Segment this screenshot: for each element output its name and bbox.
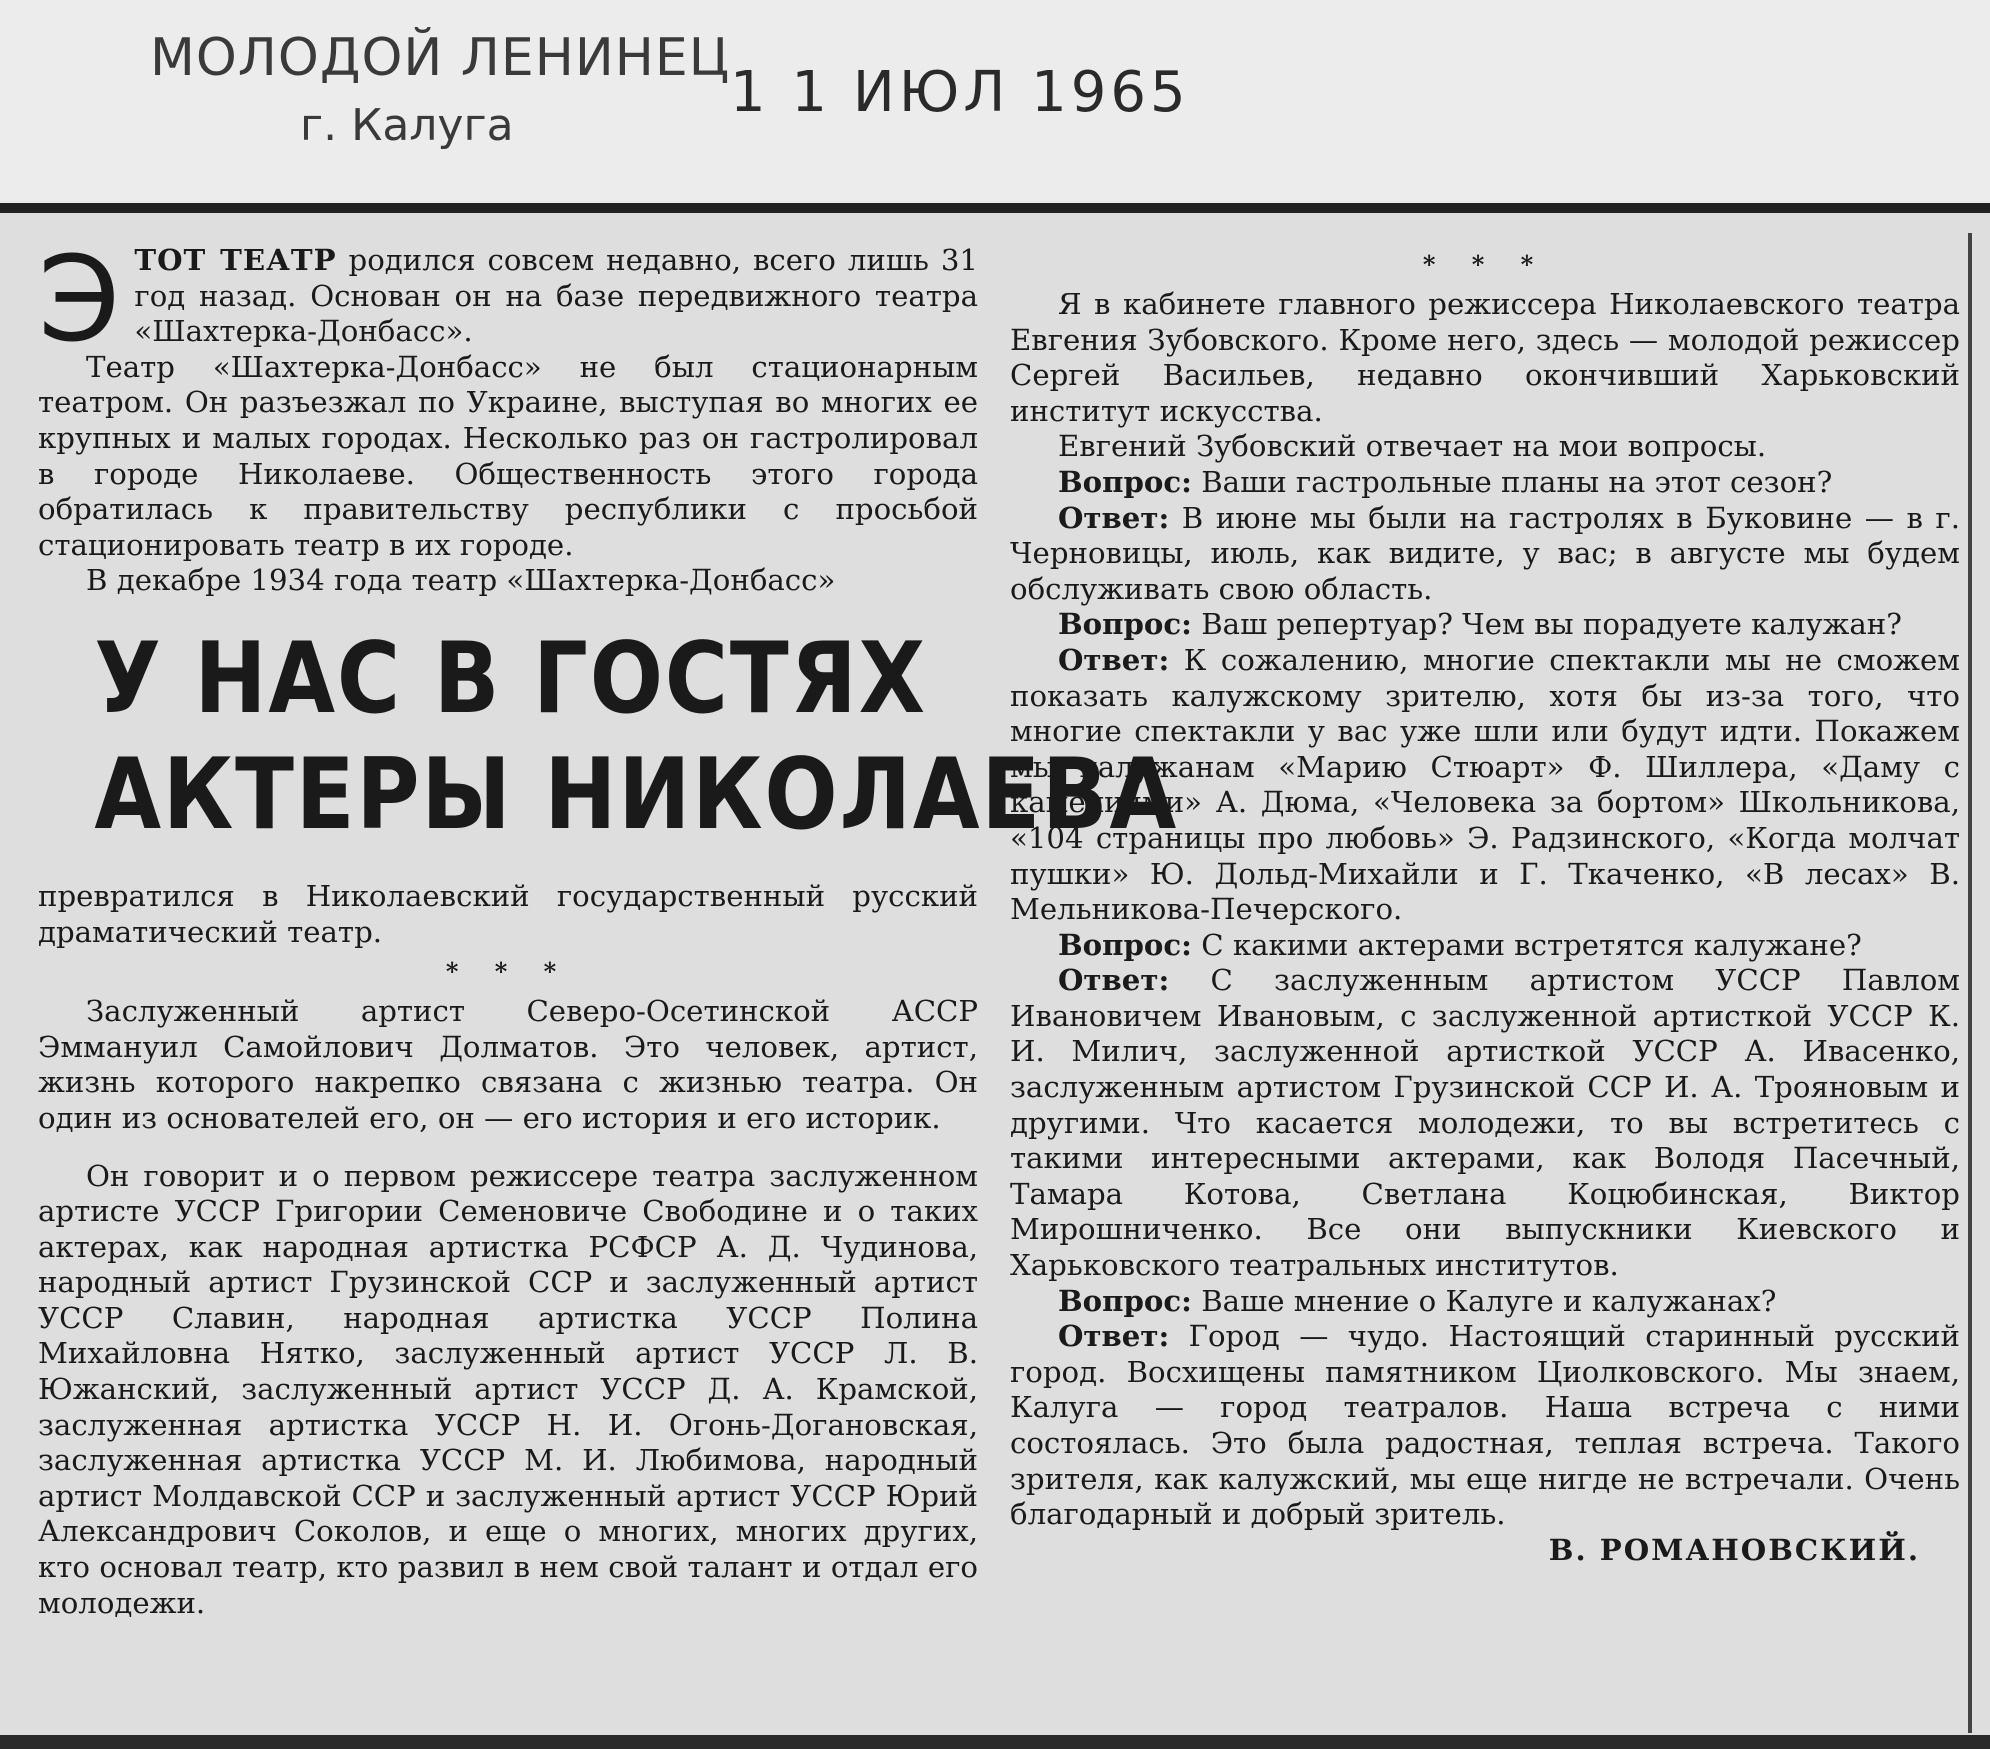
section-separator: * * * [1422,250,1548,279]
answer-label: Ответ: [1058,500,1170,535]
paragraph: Я в кабинете главного режиссера Николаевского театра Евгения Зубовского. Кроме него, здесь — молодой режиссер Сергей Васильев, недавно окончивший Харьковский институт искусства. [1010,287,1960,428]
clipping-header [0,0,1990,200]
question-label: Вопрос: [1058,927,1192,962]
interview-question: Вопрос: С какими актерами встретятся калужане? [1058,927,1862,962]
paragraph: Он говорит и о первом режиссере театра заслуженном артисте УССР Григории Семеновиче Свободине и о таких актерах, как народная артистка РСФСР А. Д. Чудинова, народный артист Грузинской ССР и заслуженный артист УССР Славин, народная артистка УССР Полина Михайловна Нятко, заслуженный артист УССР Л. В. Южанский, заслуженный артист УССР Д. А. Крамской, заслуженная артистка УССР Н. И. Огонь-Догановская, заслуженная артистка УССР М. И. Любимова, народный артист Молдавской ССР и заслуженный артист УССР Юрий Александрович Соколов, и еще о многих, многих других, кто основал театр, кто развил в нем свой талант и отдал его молодежи. [38,1158,978,1620]
interview-question: Вопрос: Ваше мнение о Калуге и калужанах? [1058,1283,1777,1318]
headline-line-1: У НАС В ГОСТЯХ [94,621,927,736]
interview-answer: Ответ: В июне мы были на гастролях в Буковине — в г. Черновицы, июль, как видите, у вас; в августе мы будем обслуживать свою область. [1010,500,1960,606]
headline-line-2: АКТЕРЫ НИКОЛАЕВА [94,737,1179,852]
paragraph: Евгений Зубовский отвечает на мои вопросы. [1058,429,1767,464]
interview-answer: Ответ: С заслуженным артистом УССР Павлом Ивановичем Ивановым, с заслуженной артисткой УССР К. И. Милич, заслуженной артисткой УССР А. Ивасенко, заслуженным артистом Грузинской ССР И. А. Трояновым и другими. Что касается молодежи, то вы встретитесь с такими интересными актерами, как Володя Пасечный, Тамара Котова, Светлана Коцюбинская, Виктор Мирошниченко. Все они выпускники Киевского и Харьковского театральных институтов. [1010,963,1961,1283]
interview-answer: Ответ: Город — чудо. Настоящий старинный русский город. Восхищены памятником Циолковского. Мы знаем, Калуга — город театралов. Наша встреча с ними состоялась. Это была радостная, теплая встреча. Такого зрителя, как калужский, мы еще нигде не встречали. Очень благодарный и добрый зритель. В. РОМАНОВСКИЙ. [1010,1319,1961,1567]
answer-label: Ответ: [1058,642,1170,677]
section-separator: * * * [445,957,571,987]
right-column [1010,243,1960,1568]
answer-label: Ответ: [1058,963,1170,998]
bottom-border-rule [0,1735,1990,1749]
author-signature: В. РОМАНОВСКИЙ. [1548,1532,1920,1567]
intro-text: родился совсем недавно, всего лишь 31 год назад. Основан он на базе передвижного театра «Шахтерка-Донбасс». [134,243,978,349]
drop-cap: Э [38,230,121,368]
question-label: Вопрос: [1058,1283,1192,1318]
paragraph-gap [38,1137,978,1159]
newspaper-city: г. Калуга [300,100,514,151]
date-stamp: 1 1 ИЮЛ 1965 [730,60,1190,125]
lead-caps: ТОТ ТЕАТР [134,243,337,277]
paragraph: Заслуженный артист Северо-Осетинской АССР Эммануил Самойлович Долматов. Это человек, артист, жизнь которого накрепко связана с жизнью театра. Он один из основателей его, он — его история и его историк. [38,994,978,1135]
paragraph: В декабре 1934 года театр «Шахтерка-Донбасс» [86,563,836,598]
interview-question: Вопрос: Ваш репертуар? Чем вы порадуете калужан? [1058,607,1902,642]
question-label: Вопрос: [1058,464,1192,499]
interview-question: Вопрос: Ваши гастрольные планы на этот сезон? [1058,464,1833,499]
right-border-rule [1968,233,1972,1733]
intro-paragraph [38,230,978,368]
answer-label: Ответ: [1058,1319,1170,1354]
paragraph: Театр «Шахтерка-Донбасс» не был стационарным театром. Он разъезжал по Украине, выступая во многих ее крупных и малых городах. Несколько раз он гастролировал в городе Николаеве. Общественность этого города обратилась к правительству республики с просьбой стационировать театр в их городе. [38,349,978,562]
question-label: Вопрос: [1058,607,1192,642]
interview-answer: Ответ: К сожалению, многие спектакли мы не сможем показать калужскому зрителю, хотя бы из-за того, что многие спектакли у вас уже шли или будут идти. Покажем мы калужанам «Марию Стюарт» Ф. Шиллера, «Даму с камелиями» А. Дюма, «Человека за бортом» Школьникова, «104 страницы про любовь» Э. Радзинского, «Когда молчат пушки» Ю. Дольд-Михайли и Г. Ткаченко, «В лесах» В. Мельникова-Печерского. [1010,642,1961,927]
paragraph: превратился в Николаевский государственный русский драматический театр. [38,878,978,949]
newspaper-name: МОЛОДОЙ ЛЕНИНЕЦ [150,28,731,88]
